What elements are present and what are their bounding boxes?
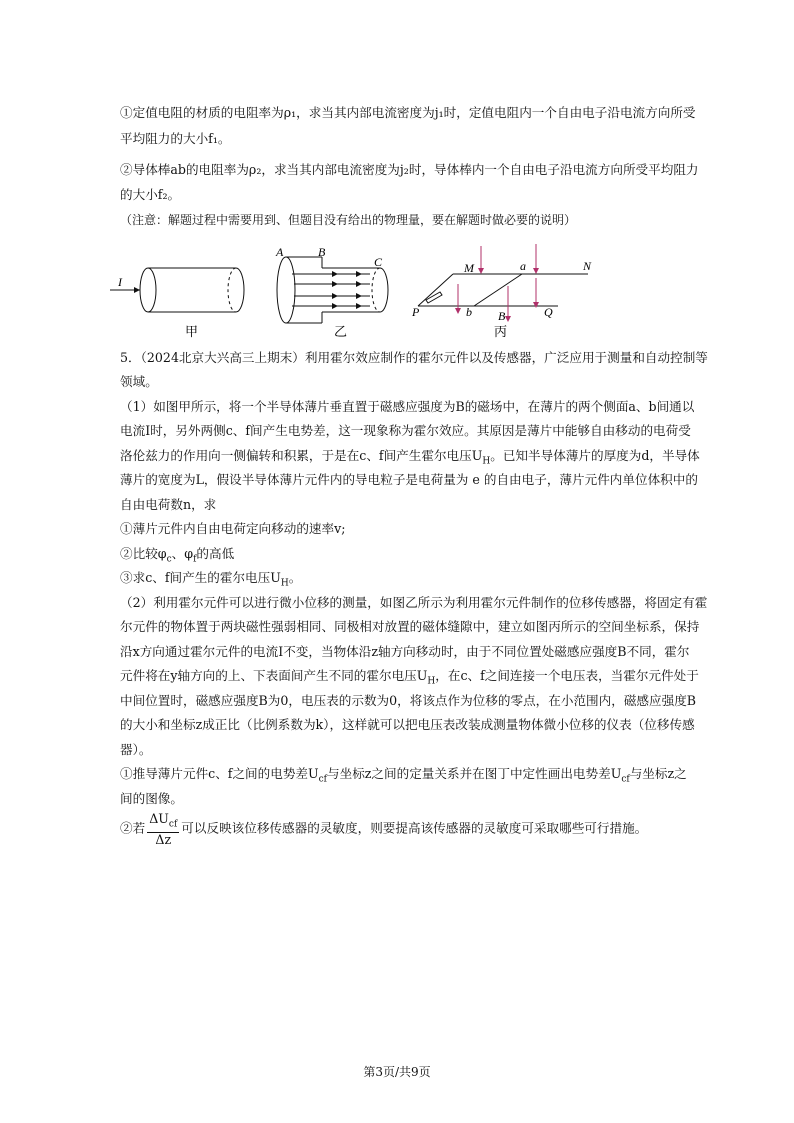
q4-item1-line1: ①定值电阻的材质的电阻率为ρ₁，求当其内部电流密度为j₁时，定值电阻内一个自由电子沿电流方向所受 xyxy=(120,105,696,120)
q4-item1-line2: 平均阻力的大小f₁。 xyxy=(120,131,231,146)
q5-p1-line5: 自由电荷数n，求 xyxy=(120,497,217,512)
q5-p1-line4: 薄片的宽度为L，假设半导体薄片元件内的导电粒子是电荷量为 e 的自由电子，薄片元件内单位体积中的 xyxy=(120,472,698,487)
q5-p2-line5: 中间位置时，磁感应强度B为0，电压表的示数为0，将该点作为位移的零点，在小范围内，磁感应强度B xyxy=(120,693,697,708)
q5-line2: 领域。 xyxy=(120,374,158,389)
label-P: P xyxy=(412,305,420,319)
figure-row xyxy=(108,244,608,344)
caption-jia: 甲 xyxy=(185,325,199,340)
label-a: a xyxy=(520,259,526,273)
caption-yi: 乙 xyxy=(334,325,348,340)
q5-p1-line2: 电流I时，另外两侧c、f间产生电势差，这一现象称为霍尔效应。其原因是薄片中能够自由移动的电荷受 xyxy=(120,423,691,438)
label-b: b xyxy=(466,305,472,319)
q5-p2-line3: 沿x方向通过霍尔元件的电流I不变，当物体沿z轴方向移动时，由于不同位置处磁感应强度B不同，霍尔 xyxy=(120,644,690,659)
label-N: N xyxy=(583,259,592,273)
q5-task1-line1: ①推导薄片元件c、f之间的电势差$U_{cf}$与坐标z之间的定量关系并在图丁中定性画出电势差$U_{cf}$与坐标z之 xyxy=(120,766,687,785)
label-A: A xyxy=(276,245,284,259)
sensitivity-fraction: $\frac{\Delta U_{cf}}{\Delta z}$ xyxy=(149,811,178,847)
page-footer: 第3页/共9页 xyxy=(363,1065,431,1079)
q5-sub1: ①薄片元件内自由电荷定向移动的速率v; xyxy=(120,521,346,536)
q5-p1-line1: （1）如图甲所示，将一个半导体薄片垂直置于磁感应强度为B的磁场中，在薄片的两个侧面a、b间通以 xyxy=(120,399,695,414)
label-I: I xyxy=(118,275,122,289)
caption-bing: 丙 xyxy=(494,325,508,340)
q5-p2-line1: （2）利用霍尔元件可以进行微小位移的测量，如图乙所示为利用霍尔元件制作的位移传感器，将固定有霍 xyxy=(120,595,708,610)
q4-note: （注意：解题过程中需要用到、但题目没有给出的物理量，要在解题时做必要的说明） xyxy=(120,213,577,227)
figure-yi xyxy=(277,257,388,323)
q5-p2-line7: 器）。 xyxy=(120,742,152,757)
q5-p2-line2: 尔元件的物体置于两块磁性强弱相同、同极相对放置的磁体缝隙中，建立如图丙所示的空间坐标系，保持 xyxy=(120,619,700,634)
label-Q: Q xyxy=(544,305,553,319)
q4-item2-line2: 的大小f₂。 xyxy=(120,187,181,202)
q5-line1: 5．（2024北京大兴高三上期末）利用霍尔效应制作的霍尔元件以及传感器，广泛应用于测量和自动控制等 xyxy=(120,350,708,365)
label-M: M xyxy=(464,261,474,275)
q5-p2-line4: 元件将在y轴方向的上、下表面间产生不同的霍尔电压$U_H$，在c、f之间连接一个电压表，当霍尔元件处于 xyxy=(120,668,699,687)
q5-sub3: ③求c、f间产生的霍尔电压$U_H$。 xyxy=(120,570,302,589)
q5-task2: ②若 $\frac{\Delta U_{cf}}{\Delta z}$ 可以反映该位移传感器的灵敏度，则要提高该传感器的灵敏度可采取哪些可行措施。 xyxy=(120,811,648,847)
label-B-bing: B xyxy=(498,309,506,323)
q5-p2-line6: 的大小和坐标z成正比（比例系数为k），这样就可以把电压表改装成测量物体微小位移的仪表（位移传感 xyxy=(120,717,695,732)
q5-sub2: ②比较$\varphi_c$、$\varphi_f$的高低 xyxy=(120,546,235,565)
figure-yi-arrowheads xyxy=(332,271,362,309)
label-C: C xyxy=(374,255,383,269)
figure-bing xyxy=(418,274,588,306)
q4-item2-line1: ②导体棒ab的电阻率为ρ₂，求当其内部电流密度为j₂时，导体棒内一个自由电子沿电流方向所受平均阻力 xyxy=(120,162,699,177)
label-B-yi: B xyxy=(318,245,326,259)
q5-p1-line3: 洛伦兹力的作用向一侧偏转和积累，于是在c、f间产生霍尔电压$U_H$。已知半导体薄片的厚度为d，半导体 xyxy=(120,448,700,467)
q5-task1-line2: 间的图像。 xyxy=(120,791,183,806)
figure-jia xyxy=(110,268,244,312)
